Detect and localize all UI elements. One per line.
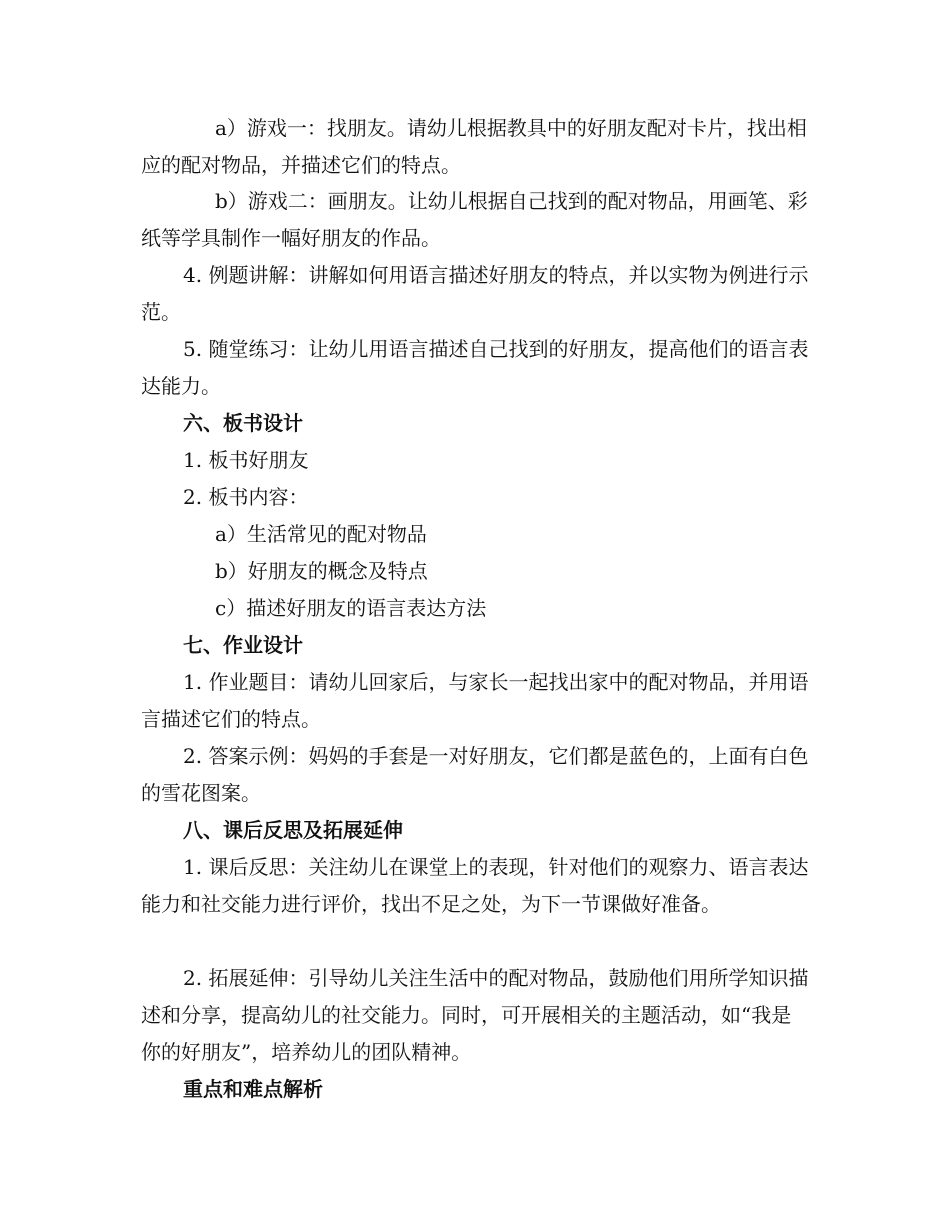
list-subitem-a: a）生活常见的配对物品 xyxy=(215,522,427,546)
list-item-board-1: 1. 板书好朋友 xyxy=(183,448,309,472)
paragraph-step-5: 5. 随堂练习：让幼儿用语言描述自己找到的好朋友，提高他们的语言表达能力。 xyxy=(141,337,809,398)
paragraph-game-two: b）游戏二：画朋友。让幼儿根据自己找到的配对物品，用画笔、彩纸等学具制作一幅好朋友的作品。 xyxy=(141,189,808,250)
list-item-board-2: 2. 板书内容： xyxy=(183,485,309,509)
section-heading-reflection: 八、课后反思及拓展延伸 xyxy=(183,818,403,842)
section-heading-board-design: 六、板书设计 xyxy=(183,411,303,435)
paragraph-homework-2: 2. 答案示例：妈妈的手套是一对好朋友，它们都是蓝色的，上面有白色的雪花图案。 xyxy=(141,744,809,805)
section-heading-homework: 七、作业设计 xyxy=(183,633,303,657)
paragraph-game-one: a）游戏一：找朋友。请幼儿根据教具中的好朋友配对卡片，找出相应的配对物品，并描述它们的特点。 xyxy=(141,116,807,177)
list-subitem-b: b）好朋友的概念及特点 xyxy=(215,559,428,583)
paragraph-homework-1: 1. 作业题目：请幼儿回家后，与家长一起找出家中的配对物品，并用语言描述它们的特点。 xyxy=(141,670,809,731)
paragraph-reflection-2: 2. 拓展延伸：引导幼儿关注生活中的配对物品，鼓励他们用所学知识描述和分享，提高幼儿的社交能力。同时，可开展相关的主题活动，如“我是你的好朋友”，培养幼儿的团队精神。 xyxy=(141,966,809,1064)
paragraph-step-4: 4. 例题讲解：讲解如何用语言描述好朋友的特点，并以实物为例进行示范。 xyxy=(141,263,809,324)
list-subitem-c: c）描述好朋友的语言表达方法 xyxy=(215,596,487,620)
paragraph-reflection-1: 1. 课后反思：关注幼儿在课堂上的表现，针对他们的观察力、语言表达能力和社交能力进行评价，找出不足之处，为下一节课做好准备。 xyxy=(141,855,809,916)
section-heading-key-points: 重点和难点解析 xyxy=(183,1077,323,1101)
